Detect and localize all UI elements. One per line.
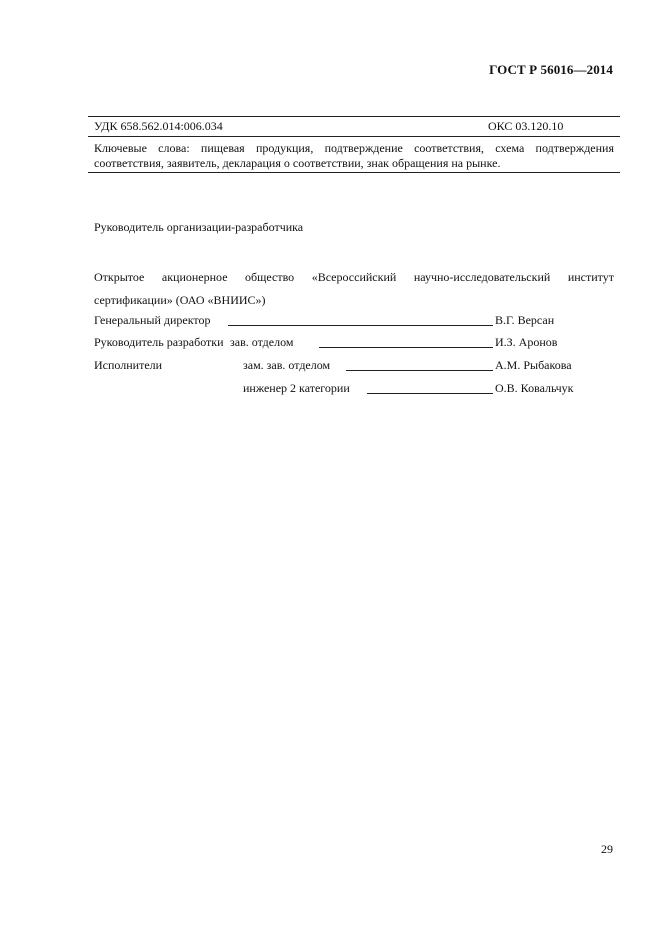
oks-code: ОКС 03.120.10 <box>488 119 564 133</box>
dev-lead-role: Руководитель разработки <box>94 335 224 349</box>
dev-lead-name: И.З. Аронов <box>495 335 558 349</box>
performers-label: Исполнители <box>94 358 163 372</box>
standard-designation: ГОСТ Р 56016—2014 <box>489 62 613 77</box>
middle-rule <box>88 136 620 137</box>
performer1-signature-line <box>346 370 493 371</box>
director-signature-line <box>228 325 493 326</box>
performer1-name: А.М. Рыбакова <box>495 358 572 372</box>
performer1-position: зам. зав. отделом <box>243 358 331 372</box>
page-number: 29 <box>601 842 613 856</box>
dev-lead-signature-line <box>319 347 493 348</box>
developer-heading: Руководитель организации-разработчика <box>94 220 304 234</box>
udk-code: УДК 658.562.014:006.034 <box>94 119 223 133</box>
organization-name: Открытое акционерное общество «Всероссийский научно-исследовательский институт сертификации» (ОАО «ВНИИС») <box>94 270 614 307</box>
performer2-name: О.В. Ковальчук <box>495 381 574 395</box>
performer2-position: инженер 2 категории <box>243 381 350 395</box>
keywords-paragraph: Ключевые слова: пищевая продукция, подтверждение соответствия, схема подтверждения соответствия, заявитель, декларация о соответствии, знак обращения на рынке. <box>94 141 614 170</box>
dev-lead-position: зав. отделом <box>230 335 294 349</box>
top-rule <box>88 116 620 117</box>
director-name: В.Г. Версан <box>495 313 555 327</box>
director-role: Генеральный директор <box>94 313 211 327</box>
bottom-rule <box>88 172 620 173</box>
performer2-signature-line <box>367 393 493 394</box>
